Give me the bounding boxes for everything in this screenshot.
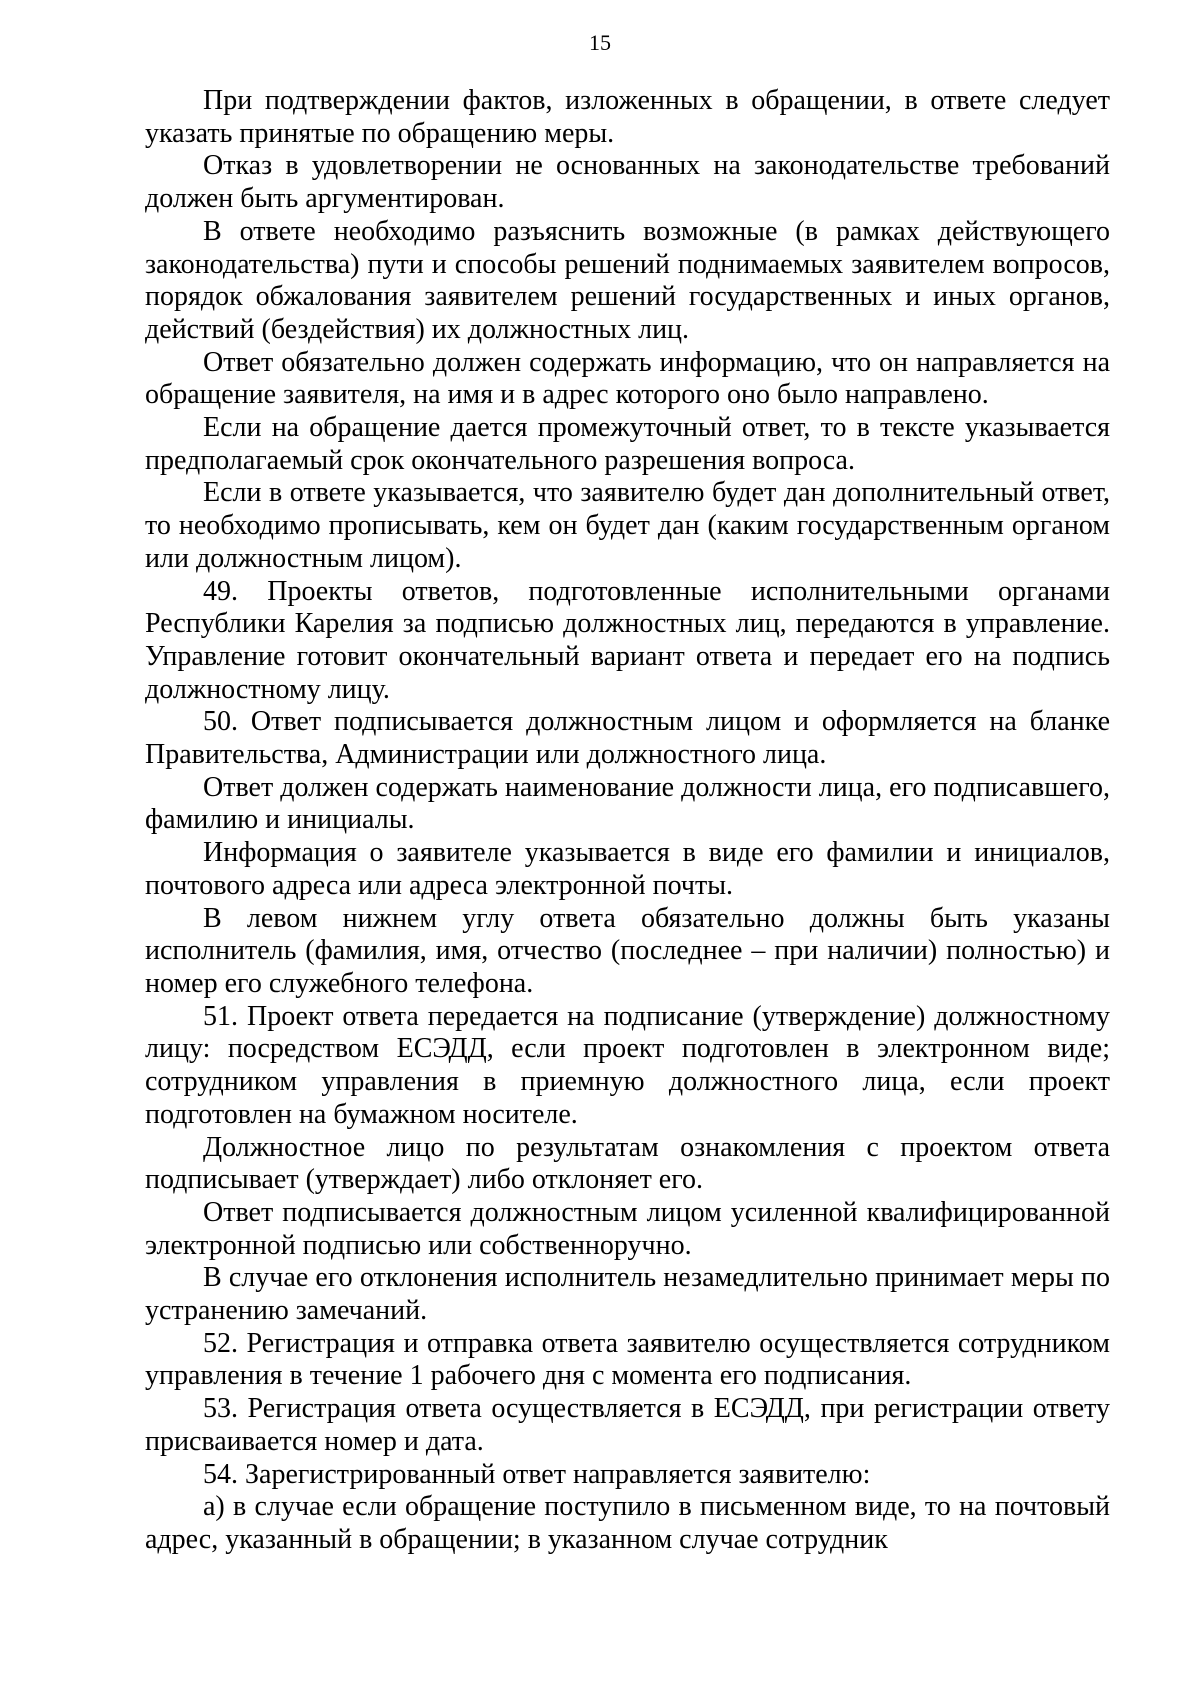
paragraph: При подтверждении фактов, изложенных в обращении, в ответе следует указать принятые по обращению меры. [145, 85, 1110, 149]
paragraph: В левом нижнем углу ответа обязательно должны быть указаны исполнитель (фамилия, имя, отчество (последнее – при наличии) полностью) и номер его служебного телефона. [145, 902, 1110, 999]
paragraph: Если на обращение дается промежуточный ответ, то в тексте указывается предполагаемый срок окончательного разрешения вопроса. [145, 412, 1110, 476]
page-number: 15 [589, 30, 611, 55]
paragraph-item-53: 53. Регистрация ответа осуществляется в ЕСЭДД, при регистрации ответу присваивается номер и дата. [145, 1393, 1110, 1457]
paragraph: Ответ подписывается должностным лицом усиленной квалифицированной электронной подписью или собственноручно. [145, 1196, 1110, 1261]
paragraph: Если в ответе указывается, что заявителю будет дан дополнительный ответ, то необходимо прописывать, кем он будет дан (каким государственным органом или должностным лицом). [145, 477, 1110, 574]
paragraph: В ответе необходимо разъяснить возможные (в рамках действующего законодательства) пути и способы решений поднимаемых заявителем вопросов, порядок обжалования заявителем решений государственных и иных органов, действий (бездействия) их должностных лиц. [145, 215, 1110, 345]
document-body [145, 85, 1110, 1557]
paragraph: Отказ в удовлетворении не основанных на законодательстве требований должен быть аргументирован. [145, 150, 1110, 215]
paragraph-subitem-a: а) в случае если обращение поступило в письменном виде, то на почтовый адрес, указанный в обращении; в указанном случае сотрудник [145, 1491, 1110, 1555]
paragraph-item-49: 49. Проекты ответов, подготовленные исполнительными органами Республики Карелия за подписью должностных лиц, передаются в управление. Управление готовит окончательный вариант ответа и передает его на подпись должностному лицу. [145, 575, 1110, 705]
paragraph-item-54: 54. Зарегистрированный ответ направляется заявителю: [203, 1458, 871, 1490]
paragraph: Информация о заявителе указывается в виде его фамилии и инициалов, почтового адреса или адреса электронной почты. [145, 837, 1110, 901]
paragraph-item-52: 52. Регистрация и отправка ответа заявителю осуществляется сотрудником управления в течение 1 рабочего дня с момента его подписания. [145, 1327, 1110, 1392]
paragraph: В случае его отклонения исполнитель незамедлительно принимает меры по устранению замечаний. [145, 1262, 1110, 1327]
paragraph-item-51: 51. Проект ответа передается на подписание (утверждение) должностному лицу: посредством ЕСЭДД, если проект подготовлен в электронном виде; сотрудником управления в приемную должностного лица, если проект подготовлен на бумажном носителе. [145, 1000, 1110, 1130]
paragraph: Должностное лицо по результатам ознакомления с проектом ответа подписывает (утверждает) либо отклоняет его. [145, 1131, 1110, 1196]
paragraph: Ответ обязательно должен содержать информацию, что он направляется на обращение заявителя, на имя и в адрес которого оно было направлено. [145, 346, 1110, 411]
paragraph-item-50: 50. Ответ подписывается должностным лицом и оформляется на бланке Правительства, Администрации или должностного лица. [145, 706, 1110, 771]
paragraph: Ответ должен содержать наименование должности лица, его подписавшего, фамилию и инициалы. [145, 771, 1110, 836]
